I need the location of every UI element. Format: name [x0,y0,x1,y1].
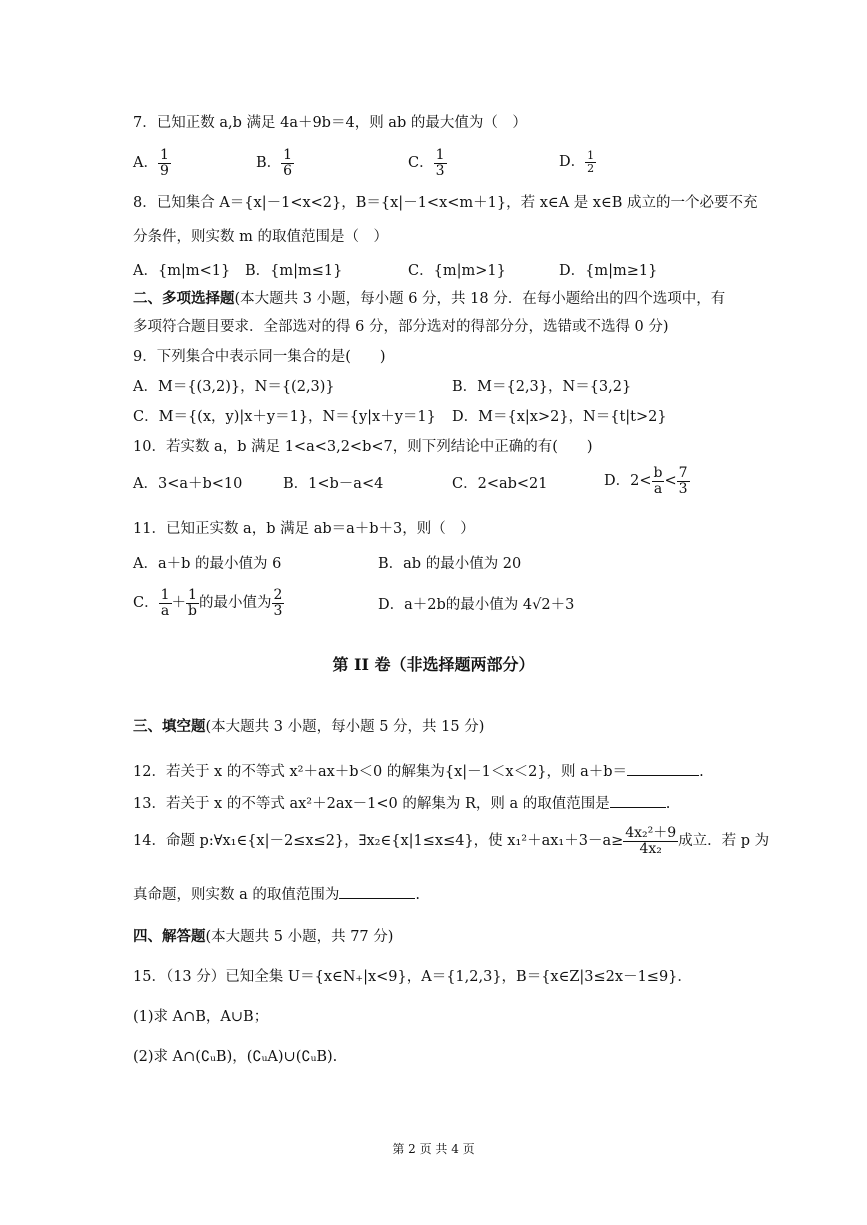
q9-option-c: C．M＝{(x，y)|x＋y＝1}，N＝{y|x＋y＝1} [133,409,436,425]
q11-option-c: C． $\frac{1}{a}$ ＋ $\frac{1}{b}$ 的最小值为 $\frac{2}{3}$ [133,587,283,619]
q8-option-d: D．{m|m≥1} [559,263,658,279]
q14-line2: 真命题，则实数 a 的取值范围为 . [133,887,420,903]
section2-text2: 多项符合题目要求．全部选对的得 6 分，部分选对的得部分分，选错或不选得 0 分) [133,319,669,335]
q14-text2: 真命题，则实数 a 的取值范围为 [133,887,340,903]
section3-heading: 三、填空题 [133,718,206,735]
page-footer: 第 2 页 共 4 页 [392,1142,475,1156]
q9-stem: 9．下列集合中表示同一集合的是( ) [133,349,386,365]
q13-answer-blank[interactable] [610,795,666,808]
q11-option-a: A．a＋b 的最小值为 6 [133,556,282,572]
q10-option-a: A．3<a＋b<10 [133,476,243,492]
q12-answer-blank[interactable] [627,763,699,776]
q15-part1: (1)求 A∩B，A∪B； [133,1009,269,1025]
q7-stem: 7．已知正数 a,b 满足 4a＋9b＝4，则 ab 的最大值为（ ） [133,115,527,131]
q10-option-c: C．2<ab<21 [452,476,548,492]
section3-text: (本大题共 3 小题，每小题 5 分，共 15 分) [205,719,485,735]
q14-answer-blank[interactable] [339,886,415,899]
section4-heading: 四、解答题 [133,928,206,945]
q7-option-a: A． $\frac{1}{9}$ [133,147,169,179]
part2-title: 第 II 卷（非选择题两部分） [332,655,535,674]
q8-stem-line1: 8．已知集合 A＝{x|－1<x<2}，B＝{x|－1<x<m＋1}，若 x∈A 是 x∈B 成立的一个必要不充 [133,195,758,211]
q8-stem-line2: 分条件，则实数 m 的取值范围是（ ） [133,229,388,245]
q9-option-b: B．M＝{2,3}，N＝{3,2} [452,379,632,395]
q10-option-d: D．2< $\frac{b}{a}$ < $\frac{7}{3}$ [604,465,688,497]
q11-option-d: D．a＋2b的最小值为 4√2＋3 [378,597,575,613]
q15-stem: 15．（13 分）已知全集 U＝{x∈N₊|x<9}，A＝{1,2,3}，B＝{x∈Z|3≤2x－1≤9}． [133,969,692,985]
q9-option-a: A．M＝{(3,2)}，N＝{(2,3)} [133,379,335,395]
q8-option-b: B．{m|m≤1} [245,263,343,279]
q9-option-d: D．M＝{x|x>2}，N＝{t|t>2} [452,409,667,425]
section3-heading-line [133,720,484,735]
q13: 13．若关于 x 的不等式 ax²＋2ax－1<0 的解集为 R，则 a 的取值范围是 . [133,796,671,812]
q11-option-b: B．ab 的最小值为 20 [378,556,522,572]
q7-option-d: D． $\frac{1}{2}$ [559,149,595,175]
section2-heading: 二、多项选择题 [133,290,235,307]
q14-line1: 14．命题 p:∀x₁∈{x|－2≤x≤2}，∃x₂∈{x|1≤x≤4}，使 x₁²＋ax₁＋3－a≥ $\frac{\text{4x₂²＋9}}{\text{4x₂}}$ 成立．若 p 为 [133,825,770,857]
q10-stem: 10．若实数 a，b 满足 1<a<3,2<b<7，则下列结论中正确的有( ) [133,439,593,455]
q7-option-b: B． $\frac{1}{6}$ [256,147,293,179]
section2-heading-line1 [133,292,725,307]
q14-text1: 14．命题 p:∀x₁∈{x|－2≤x≤2}，∃x₂∈{x|1≤x≤4}，使 x₁²＋ax₁＋3－a≥ [133,833,624,850]
q15-part2: (2)求 A∩(∁ᵤB)，(∁ᵤA)∪(∁ᵤB). [133,1049,338,1065]
section4-heading-line [133,930,393,945]
q13-text: 13．若关于 x 的不等式 ax²＋2ax－1<0 的解集为 R，则 a 的取值范围是 [133,796,610,812]
section2-text1: (本大题共 3 小题，每小题 6 分，共 18 分．在每小题给出的四个选项中，有 [234,291,726,307]
q10-option-b: B．1<b－a<4 [283,476,384,492]
q8-option-c: C．{m|m>1} [408,263,506,279]
q11-stem: 11．已知正实数 a，b 满足 ab＝a＋b＋3，则（ ） [133,521,475,537]
q8-option-a: A．{m|m<1} [133,263,231,279]
q7-option-c: C． $\frac{1}{3}$ [408,147,445,179]
q12: 12．若关于 x 的不等式 x²＋ax＋b＜0 的解集为{x|－1＜x＜2}，则 a＋b＝ . [133,764,704,780]
q12-text: 12．若关于 x 的不等式 x²＋ax＋b＜0 的解集为{x|－1＜x＜2}，则 a＋b＝ [133,764,628,780]
section4-text: (本大题共 5 小题，共 77 分) [205,929,394,945]
